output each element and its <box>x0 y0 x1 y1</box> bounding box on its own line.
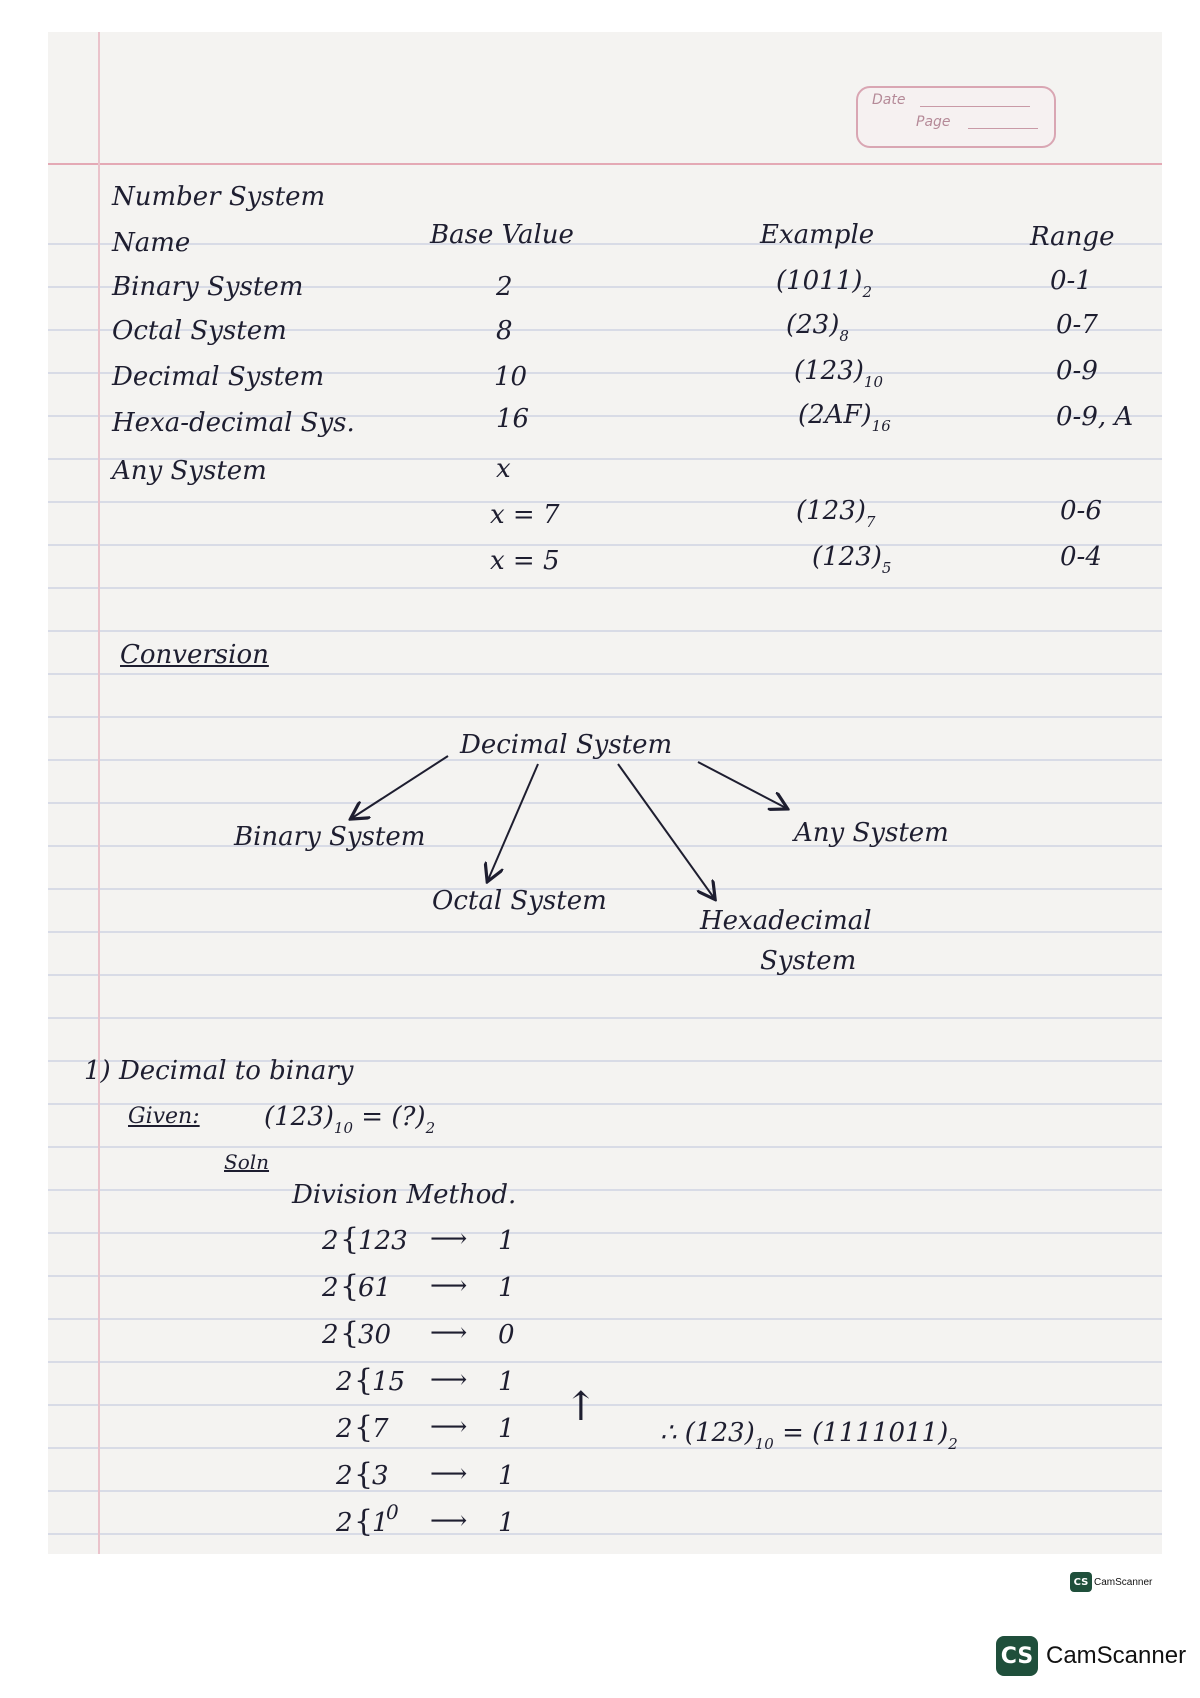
step-quotient: 30 <box>358 1320 392 1350</box>
conversion-target-hexa-system: System <box>760 946 857 976</box>
step-remainder: 1 <box>498 1367 515 1397</box>
conversion-target-octal: Octal System <box>432 886 607 916</box>
row-base: 16 <box>496 404 530 434</box>
column-header-name: Name <box>112 228 191 258</box>
step-remainder: 1 <box>498 1226 515 1256</box>
row-range: 0-9 <box>1056 356 1098 386</box>
division-bracket: { <box>354 1457 374 1492</box>
row-name: Hexa-decimal Sys. <box>112 408 355 438</box>
table-title: Number System <box>112 182 326 212</box>
row-name: Any System <box>112 456 267 486</box>
row-base: 10 <box>494 362 528 392</box>
row-base: 2 <box>496 272 513 302</box>
cs-badge-small: CS <box>1070 1572 1092 1592</box>
up-arrow-icon: ↑ <box>564 1384 598 1430</box>
step-divisor: 2 <box>336 1508 353 1538</box>
step-divisor: 2 <box>336 1414 353 1444</box>
row-example: $(1011)_2$ <box>776 266 873 301</box>
step-remainder: 1 <box>498 1414 515 1444</box>
camscanner-text: CamScanner <box>1046 1642 1187 1669</box>
row-example: $(2AF)_{16}$ <box>798 400 891 435</box>
division-bracket: { <box>354 1363 374 1398</box>
conversion-heading: Conversion <box>120 640 269 670</box>
step-divisor: 2 <box>336 1367 353 1397</box>
row-example: $(123)_{10}$ <box>794 356 884 391</box>
arrow-to-any <box>698 762 786 808</box>
row-range: 0-4 <box>1060 542 1102 572</box>
division-bracket: { <box>340 1269 360 1304</box>
row-example: $(123)_5$ <box>812 542 892 577</box>
method-label: Division Method. <box>292 1180 517 1210</box>
given-expression: $(123)_{10}$ = $(?)_2$ <box>264 1102 436 1137</box>
right-arrow-icon: ⟶ <box>430 1318 468 1348</box>
row-base: x = 5 <box>490 546 560 576</box>
step-quotient: 7 <box>372 1414 389 1444</box>
arrow-to-binary <box>352 756 448 818</box>
step-divisor: 2 <box>322 1320 339 1350</box>
step-divisor: 2 <box>336 1461 353 1491</box>
conversion-target-any: Any System <box>794 818 949 848</box>
division-bracket: { <box>354 1504 374 1539</box>
division-bracket: { <box>340 1222 360 1257</box>
cs-badge-large: CS <box>996 1636 1038 1676</box>
row-name: Decimal System <box>112 362 325 392</box>
row-range: 0-1 <box>1050 266 1092 296</box>
row-base: x = 7 <box>490 500 560 530</box>
conversion-root: Decimal System <box>460 730 673 760</box>
column-header-base: Base Value <box>430 220 574 250</box>
row-example: $(123)_7$ <box>796 496 876 531</box>
column-header-example: Example <box>760 220 875 250</box>
page-label: Page <box>916 114 951 130</box>
arrow-to-hexa <box>618 764 714 898</box>
row-example: $(23)_8$ <box>786 310 849 345</box>
division-bracket: { <box>340 1316 360 1351</box>
given-label: Given: <box>128 1104 200 1129</box>
row-base: 8 <box>496 316 513 346</box>
step-divisor: 2 <box>322 1226 339 1256</box>
right-arrow-icon: ⟶ <box>430 1365 468 1395</box>
solution-label: Soln <box>224 1150 270 1174</box>
camscanner-logo <box>996 1636 1186 1676</box>
row-range: 0-6 <box>1060 496 1102 526</box>
row-name: Binary System <box>112 272 304 302</box>
row-range: 0-9, A <box>1056 402 1134 432</box>
step-quotient: 3 <box>372 1461 389 1491</box>
step-remainder: 0 <box>498 1320 515 1350</box>
date-label: Date <box>872 92 906 108</box>
step-quotient: 61 <box>358 1273 392 1303</box>
step-quotient: 1 <box>372 1508 389 1538</box>
conversion-target-binary: Binary System <box>234 822 426 852</box>
column-header-range: Range <box>1030 222 1115 252</box>
row-name: Octal System <box>112 316 287 346</box>
step-remainder: 1 <box>498 1273 515 1303</box>
right-arrow-icon: ⟶ <box>430 1412 468 1442</box>
conversion-target-hexa: Hexadecimal <box>700 906 872 936</box>
right-arrow-icon: ⟶ <box>430 1224 468 1254</box>
step-divisor: 2 <box>322 1273 339 1303</box>
row-base: x <box>496 454 511 484</box>
step-quotient: 15 <box>372 1367 406 1397</box>
step-quotient: 123 <box>358 1226 408 1256</box>
camscanner-small-text: CamScanner <box>1094 1576 1153 1588</box>
step-remainder: 1 <box>498 1508 515 1538</box>
camscanner-small-logo <box>1070 1572 1152 1592</box>
arrow-to-octal <box>488 764 538 880</box>
result-expression: ∴ $(123)_{10} = (1111011)_2$ <box>660 1418 958 1453</box>
right-arrow-icon: ⟶ <box>430 1459 468 1489</box>
right-arrow-icon: ⟶ <box>430 1271 468 1301</box>
row-range: 0-7 <box>1056 310 1098 340</box>
section-title: 1) Decimal to binary <box>84 1056 354 1086</box>
final-quotient: 0 <box>386 1500 399 1524</box>
right-arrow-icon: ⟶ <box>430 1506 468 1536</box>
division-bracket: { <box>354 1410 374 1445</box>
step-remainder: 1 <box>498 1461 515 1491</box>
